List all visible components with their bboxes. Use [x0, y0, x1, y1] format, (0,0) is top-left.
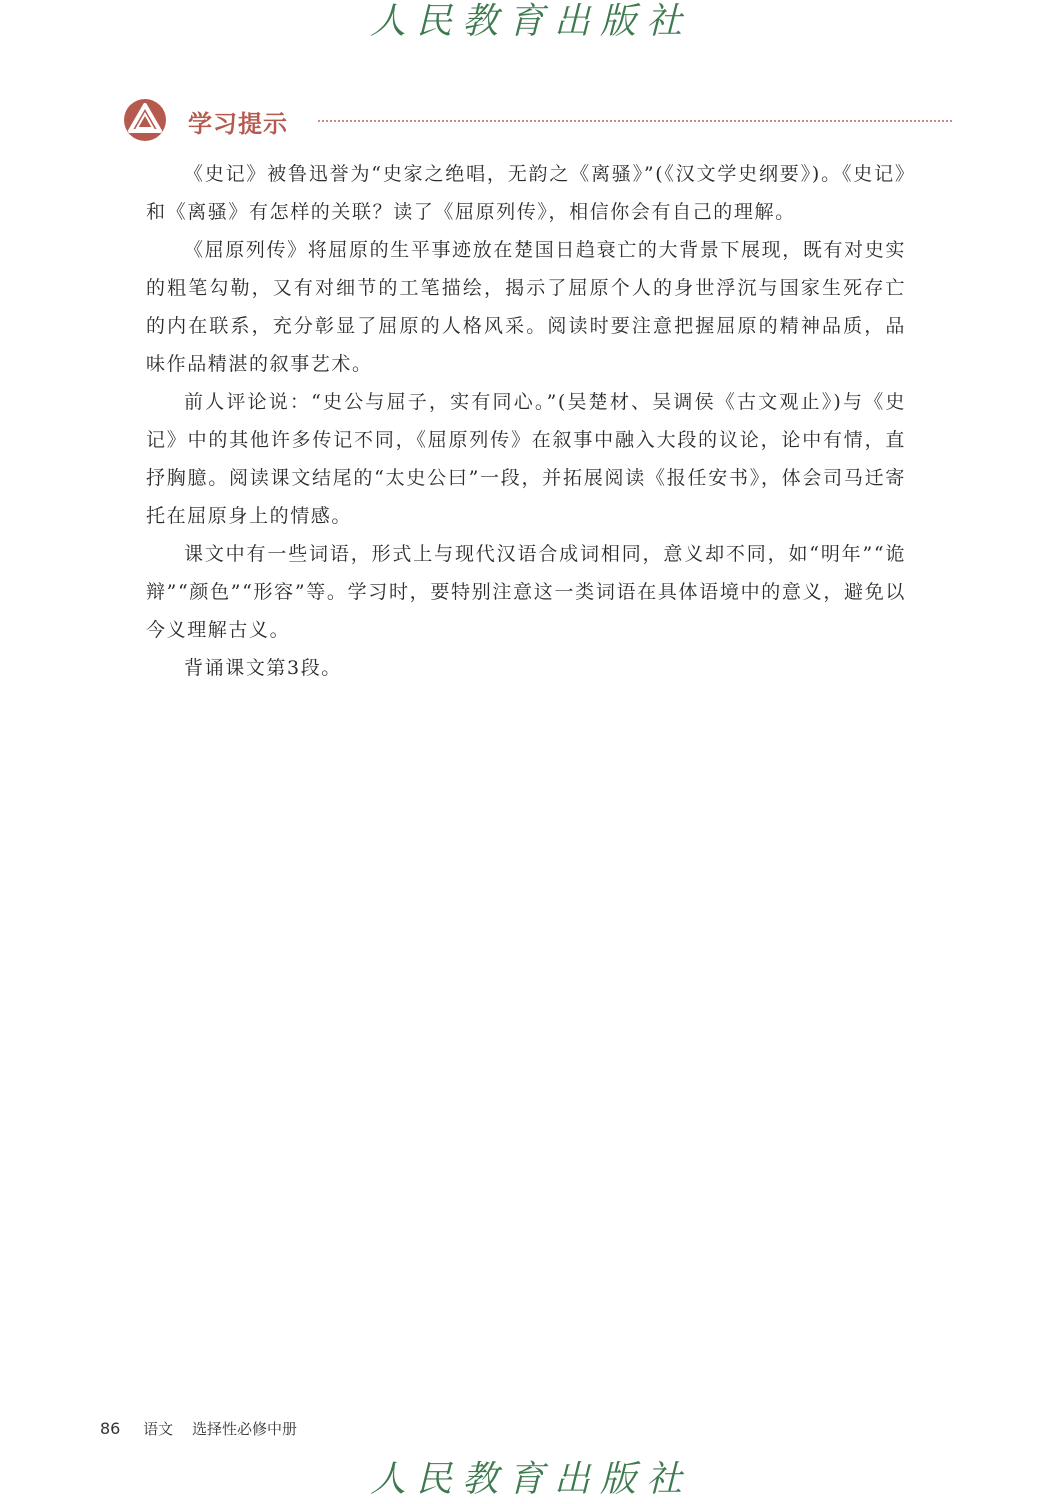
volume-label: 选择性必修中册 [191, 1420, 297, 1438]
triangle-emblem-icon [122, 98, 168, 142]
publisher-watermark-top: 人民教育出版社 [369, 1, 692, 42]
page-number: 86 [100, 1419, 121, 1438]
paragraph: 《屈原列传》将屈原的生平事迹放在楚国日趋衰亡的大背景下展现，既有对史实的粗笔勾勒，又有对细节的工笔描绘，揭示了屈原个人的身世浮沉与国家生死存亡的内在联系，充分彰显了屈原的人格风采。阅读时要注意把握屈原的精神品质，品味作品精湛的叙事艺术。 [146, 239, 906, 375]
paragraph: 课文中有一些词语，形式上与现代汉语合成词相同，意义却不同，如“明年”“诡辩”“颜色”“形容”等。学习时，要特别注意这一类词语在具体语境中的意义，避免以今义理解古义。 [146, 543, 906, 641]
study-tips-body [146, 155, 906, 687]
subject-label: 语文 [143, 1420, 174, 1438]
page-footer [100, 1418, 311, 1439]
dotted-divider [318, 120, 952, 122]
paragraph: 前人评论说：“史公与屈子，实有同心。”(吴楚材、吴调侯《古文观止》)与《史记》中的其他许多传记不同，《屈原列传》在叙事中融入大段的议论，论中有情，直抒胸臆。阅读课文结尾的“太史公曰”一段，并拓展阅读《报任安书》，体会司马迁寄托在屈原身上的情感。 [146, 391, 906, 527]
publisher-watermark-bottom: 人民教育出版社 [369, 1459, 692, 1500]
paragraph: 《史记》被鲁迅誉为“史家之绝唱，无韵之《离骚》”(《汉文学史纲要》)。《史记》和《离骚》有怎样的关联？读了《屈原列传》，相信你会有自己的理解。 [146, 163, 906, 223]
section-header [122, 96, 952, 144]
section-title: 学习提示 [188, 110, 288, 138]
paragraph: 背诵课文第3段。 [184, 657, 342, 679]
